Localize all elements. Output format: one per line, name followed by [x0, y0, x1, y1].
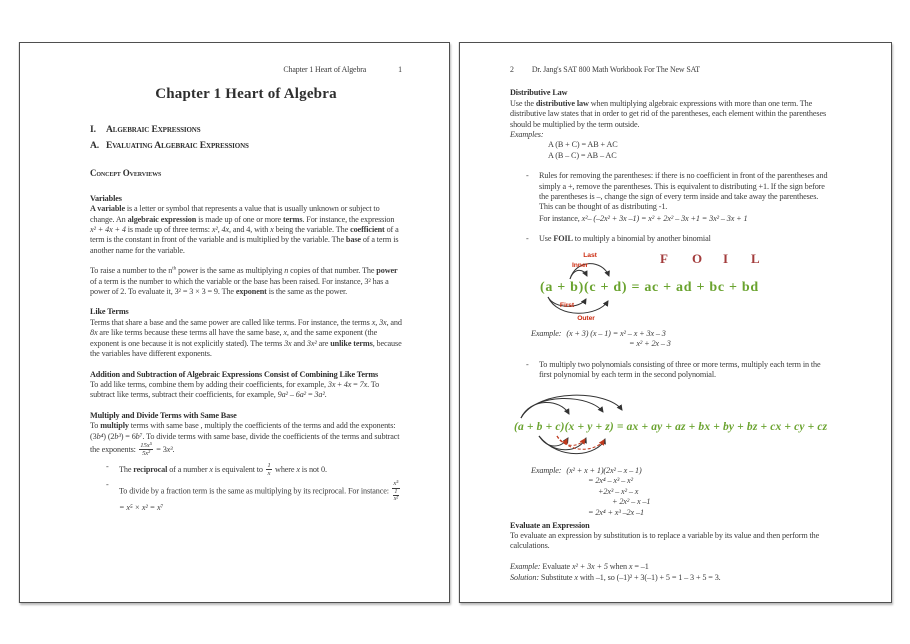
variables-paragraph: A variable is a letter or symbol that represents a value that is usually unknown or subject to change. An algebraic expression is made up of one or more terms. For instance, the expression x² + 4x + 4 is made up of three terms: x², 4x, and 4, with x being the variable. The coefficient of a term is the constant in front of the variable and is multiplied by the variable. The base of a term is another name for the variable.	[90, 204, 399, 255]
addition-subtraction-heading: Addition and Subtraction of Algebraic Expressions Consist of Combining Like Terms	[90, 369, 379, 379]
poly-example-line-1	[531, 466, 828, 477]
poly-arc-a-y	[521, 398, 603, 418]
reciprocal-bullet-text: The reciprocal of a number x is equivalent to $\frac{1}{x}$ where x is not 0.	[119, 461, 327, 478]
evaluate-paragraph: To evaluate an expression by substitution is to replace a variable by its value and then perform the calculations.	[510, 531, 820, 551]
polynomial-bullet	[526, 360, 828, 381]
page-1-content	[90, 65, 402, 516]
distributive-equations	[548, 140, 828, 161]
page-number-1: 1	[398, 65, 402, 74]
foil-letter-i: I	[723, 250, 728, 266]
polynomial-diagram-svg	[514, 384, 844, 464]
bullet-marker: -	[106, 480, 109, 489]
outline-item-evaluating-expressions	[90, 138, 402, 154]
outline-item-algebraic-expressions	[90, 122, 402, 138]
foil-arc-inner	[570, 270, 587, 279]
foil-label-outer: Outer	[577, 314, 595, 322]
running-header-chapter: Chapter 1 Heart of Algebra	[283, 65, 367, 74]
foil-diagram	[540, 247, 828, 323]
poly-example-math: (x² + x + 1)(2x² – x – 1)	[566, 465, 642, 475]
outline-label: Algebraic Expressions	[106, 124, 201, 136]
distributive-law-paragraph: Use the distributive law when multiplying algebraic expressions with more than one term. The distributive law states that in order to get rid of the parentheses, each element within the parentheses should be multiplied by the term outside.	[510, 98, 827, 129]
examples-label: Examples:	[510, 130, 544, 140]
foil-example	[531, 329, 828, 350]
foil-diagram-svg	[540, 247, 802, 323]
bullet-marker: -	[526, 234, 529, 244]
bullet-marker: -	[106, 461, 109, 471]
polynomial-example	[531, 466, 828, 519]
distributive-equation-2: A (B – C) = AB – AC	[548, 150, 617, 160]
example-label: Example:	[531, 328, 562, 338]
foil-letter-o: O	[692, 250, 702, 266]
running-header-right	[510, 65, 828, 75]
foil-bullet	[526, 234, 828, 244]
outline-numeral: I.	[90, 124, 96, 136]
poly-arc-b-z	[539, 436, 605, 454]
foil-equation: (a + b)(c + d) = ac + ad + bc + bd	[540, 279, 758, 295]
bullet-marker: -	[526, 359, 529, 369]
polynomial-diagram	[514, 384, 828, 464]
page-2-content	[510, 65, 828, 584]
distributive-equation-1: A (B + C) = AB + AC	[548, 140, 618, 150]
foil-label-first: First	[559, 301, 575, 309]
outline-numeral: A.	[90, 139, 100, 151]
rules-bullet-text	[539, 171, 828, 224]
divide-fraction-bullet	[106, 480, 402, 514]
section-outline	[90, 122, 402, 153]
example-label: Example:	[531, 465, 562, 475]
polynomial-bullet-text: To multiply two polynomials consisting of three or more terms, multiply each term in the first polynomial by each term in the second polynomial.	[539, 359, 821, 380]
rules-for-instance: For instance, x²– (–2x² + 3x –1) = x² + 2x² – 3x +1 = 3x² – 3x + 1	[539, 213, 748, 223]
foil-example-line-2: = x² + 2x – 3	[629, 339, 671, 349]
distributive-law-heading: Distributive Law	[510, 88, 568, 98]
foil-example-line-1	[531, 329, 828, 340]
foil-example-math: (x + 3) (x – 1) = x² – x + 3x – 3	[566, 328, 666, 338]
multiply-divide-heading: Multiply and Divide Terms with Same Base	[90, 410, 237, 420]
divide-fraction-bullet-text: To divide by a fraction term is the same as multiplying by its reciprocal. For instance: $\frac{\text{x⁵}}{\frac{1}{\text{x²}}}$ = x⁵ × x² = x⁷	[119, 480, 399, 513]
rules-text: Rules for removing the parentheses: if there is no coefficient in front of the parentheses and simply a +, remove the parentheses. This is equivalent to distributing +1. If the sign before the parentheses is –, change the sign of every term inside and take away the parentheses. This can be thought of as distributing -1.	[539, 171, 828, 212]
reciprocal-bullet	[106, 462, 402, 478]
poly-example-line-3: +2x³ – x² – x	[598, 486, 639, 496]
foil-letter-l: L	[751, 250, 760, 266]
variables-heading: Variables	[90, 193, 122, 203]
addition-subtraction-paragraph: To add like terms, combine them by adding their coefficients, for example, 3x + 4x = 7x. To subtract like terms, subtract their coefficients, for example, 9a² – 6a² = 3a².	[90, 379, 380, 400]
poly-example-line-5: = 2x⁴ + x³ –2x –1	[588, 508, 644, 518]
evaluate-example-line: Example: Evaluate x² + 3x + 5 when x = –1	[510, 561, 649, 571]
concept-overviews-heading: Concept Overviews	[90, 168, 162, 179]
evaluate-expression-heading: Evaluate an Expression	[510, 520, 590, 530]
like-terms-paragraph: Terms that share a base and the same power are called like terms. For instance, the terms x, 3x, and 8x are like terms because these terms all have the same base, x, and the same exponent (the exponent is one because it is not explicitly stated). The terms 3x and 3x² are unlike terms, because the variables have different exponents.	[90, 317, 402, 359]
foil-label-inner: Inner	[571, 261, 589, 269]
foil-label-last: Last	[583, 251, 597, 259]
outline-label: Evaluating Algebraic Expressions	[106, 139, 249, 151]
like-terms-heading: Like Terms	[90, 307, 129, 317]
page-1	[19, 42, 450, 603]
foil-bullet-text: Use FOIL to multiply a binomial by another binomial	[539, 234, 711, 244]
page-number-2: 2	[510, 65, 514, 74]
foil-letter-f: F	[660, 250, 668, 266]
poly-example-line-4: + 2x² – x –1	[612, 497, 651, 507]
poly-example-line-2: = 2x⁴ – x³ – x²	[588, 476, 633, 486]
multiply-divide-paragraph: To multiply terms with same base , multiply the coefficients of the terms and add the exponents: (3b⁴) (2b³) = 6b⁷. To divide terms with same base, divide the coefficients of the terms and subtract the exponents: $\frac{\text{15x⁵}}{\text{5x²}}$ = 3x³.	[90, 421, 400, 458]
running-header-left	[90, 65, 402, 75]
page-2	[459, 42, 892, 603]
poly-arc-a-x	[521, 402, 569, 418]
running-header-book-title: Dr. Jang's SAT 800 Math Workbook For The New SAT	[531, 65, 701, 74]
polynomial-equation: (a + b + c)(x + y + z) = ax + ay + az + bx + by + bz + cx + cy + cz	[514, 420, 827, 433]
chapter-title: Chapter 1 Heart of Algebra	[155, 86, 337, 103]
evaluate-solution-line: Solution: Substitute x with –1, so (–1)² + 3(–1) + 5 = 1 – 3 + 5 = 3.	[510, 573, 721, 583]
rules-bullet	[526, 171, 828, 224]
power-paragraph: To raise a number to the $n^{th}$ power is the same as multiplying n copies of that number. The power of a term is the number to which the variable or the base has been raised. For instance, 3² has a power of 2. To evaluate it, 3² = 3 × 3 = 9. The exponent is the same as the power.	[90, 265, 398, 297]
bullet-marker: -	[526, 171, 529, 181]
